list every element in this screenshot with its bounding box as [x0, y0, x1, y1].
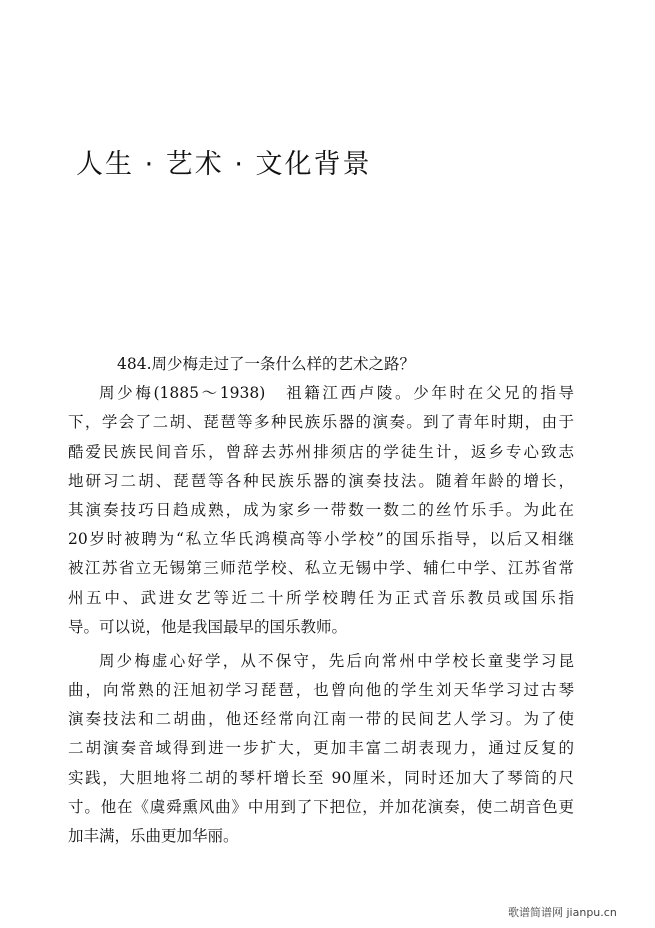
paragraph-line: 州五中、武进女艺等近二十所学校聘任为正式音乐教员或国乐指: [68, 588, 574, 607]
paragraph-2: [68, 647, 574, 851]
paragraph-line: 酷爱民族民间音乐，曾辞去苏州排须店的学徒生计，返乡专心致志: [68, 442, 574, 461]
paragraph-line: 下，学会了二胡、琵琶等多种民族乐器的演奏。到了青年时期，由于: [68, 413, 574, 432]
question-heading: 484.周少梅走过了一条什么样的艺术之路？: [117, 355, 416, 373]
article-body: [68, 350, 574, 851]
paragraph-1: [68, 379, 574, 642]
paragraph-line: 其演奏技巧日趋成熟，成为家乡一带数一数二的丝竹乐手。为此在: [68, 500, 574, 519]
paragraph-line: 地研习二胡、琵琶等各种民族乐器的演奏技法。随着年龄的增长，: [68, 471, 574, 490]
paragraph-line: 被江苏省立无锡第三师范学校、私立无锡中学、辅仁中学、江苏省常: [68, 559, 574, 578]
paragraph-line: 周少梅虚心好学，从不保守，先后向常州中学校长童斐学习昆: [99, 651, 574, 670]
paragraph-line: 曲，向常熟的汪旭初学习琵琶，也曾向他的学生刘天华学习过古琴: [68, 681, 574, 700]
paragraph-line: 周少梅(1885～1938) 祖籍江西卢陵。少年时在父兄的指导: [99, 384, 574, 403]
paragraph-line: 导。可以说，他是我国最早的国乐教师。: [68, 617, 348, 636]
watermark: 歌谱简谱网 jianpu.cn: [508, 906, 617, 919]
paragraph-line: 寸。他在《虞舜熏风曲》中用到了下把位，并加花演奏，使二胡音色更: [68, 797, 574, 816]
paragraph-line: 演奏技法和二胡曲，他还经常向江南一带的民间艺人学习。为了使: [68, 710, 574, 729]
paragraph-line: 20岁时被聘为“私立华氏鸿模高等小学校”的国乐指导，以后又相继: [68, 530, 574, 549]
page-title: 人生 · 艺术 · 文化背景: [76, 149, 372, 181]
paragraph-line: 加丰满，乐曲更加华丽。: [68, 827, 239, 845]
paragraph-line: 二胡演奏音域得到进一步扩大，更加丰富二胡表现力，通过反复的: [68, 739, 574, 758]
paragraph-line: 实践，大胆地将二胡的琴杆增长至 90厘米，同时还加大了琴筒的尺: [68, 768, 574, 787]
